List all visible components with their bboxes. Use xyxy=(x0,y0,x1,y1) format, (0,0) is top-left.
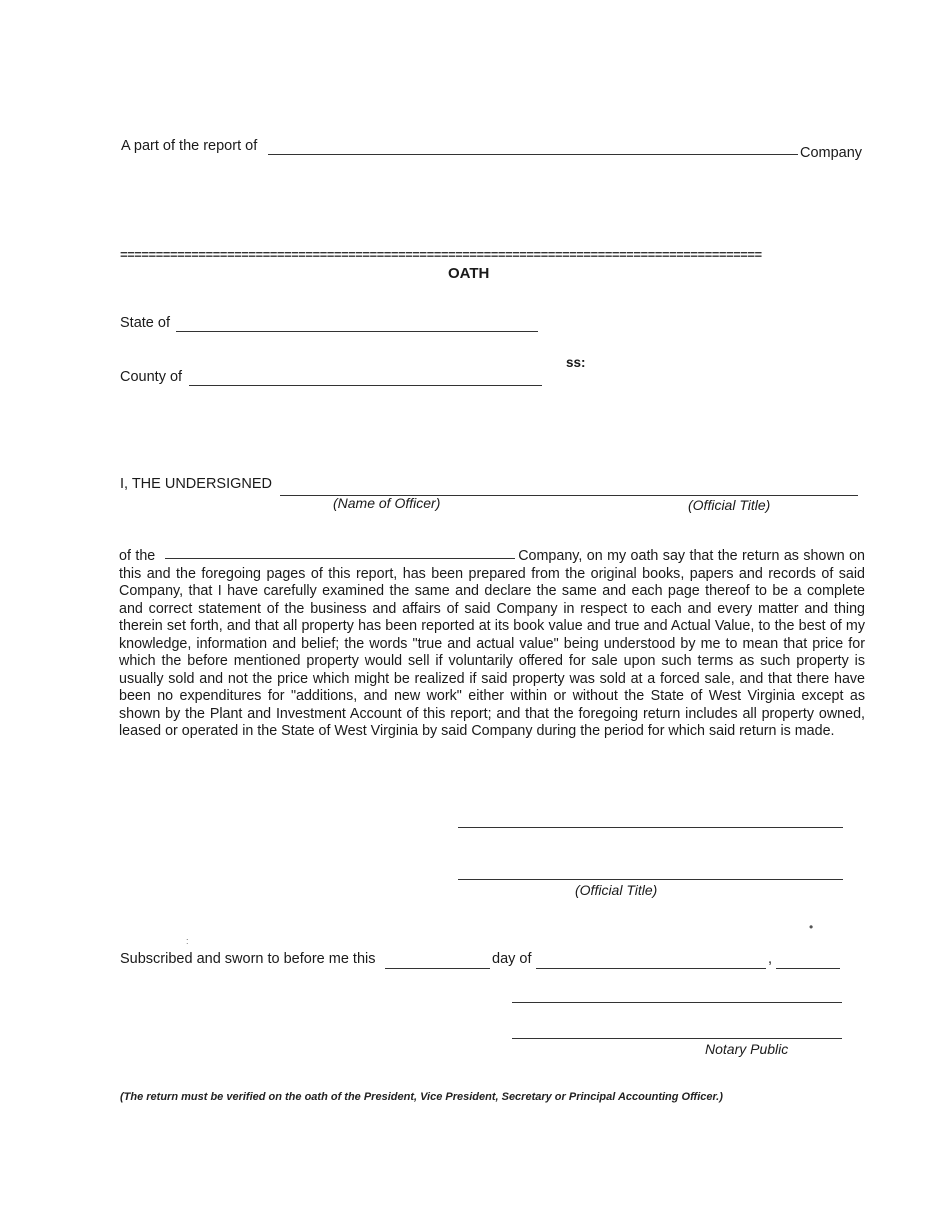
subscribed-sworn-label: Subscribed and sworn to before me this xyxy=(120,951,376,967)
state-blank[interactable] xyxy=(176,331,538,332)
county-blank[interactable] xyxy=(189,385,542,386)
day-of-label: day of xyxy=(492,951,532,967)
date-comma: , xyxy=(768,951,773,967)
oath-body-text: Company, on my oath say that the return as shown on this and the foregoing pages of this report, has been prepared from the original books, papers and records of said Company, that I have carefully examined the same and declare the same and each page thereof to be a complete and correct statement of the business and affairs of said Company in respect to each and every matter and thing therein set forth, and that all property has been reported at its book value and true and Actual Value, to the best of my knowledge, information and belief; the words "true and actual value" being understood by me to mean that price for which the before mentioned property would sell if voluntarily offered for sale upon such terms as such property is usually sold and not the price which might be realized if said property was sold at a forced sale, and that there have been no expenditures for "additions, and new work" either within or without the State of West Virginia except as shown by the Plant and Investment Account of this report; and that the foregoing return includes all property owned, leased or operated in the State of West Virginia by said Company during the period for which said return is made. xyxy=(119,548,865,739)
stray-dot-mark: • xyxy=(809,920,814,934)
verification-footnote: (The return must be verified on the oath of the President, Vice President, Secretary or Principal Accounting Officer.) xyxy=(120,1091,723,1103)
county-label: County of xyxy=(120,369,183,385)
official-title-caption: (Official Title) xyxy=(688,497,771,513)
company-suffix-label: Company xyxy=(800,145,863,161)
month-blank[interactable] xyxy=(536,968,766,969)
oath-title: OATH xyxy=(448,265,490,282)
report-of-label: A part of the report of xyxy=(121,138,258,154)
officer-title-blank[interactable] xyxy=(458,879,843,880)
undersigned-label: I, THE UNDERSIGNED xyxy=(120,476,273,492)
year-blank[interactable] xyxy=(776,968,840,969)
state-label: State of xyxy=(120,315,170,331)
section-separator: ========================================================================================== xyxy=(120,248,762,263)
company-name-blank[interactable] xyxy=(268,154,798,155)
day-blank[interactable] xyxy=(385,968,490,969)
notary-name-blank[interactable] xyxy=(512,1038,842,1039)
oath-paragraph xyxy=(119,548,865,741)
signature-title-caption: (Official Title) xyxy=(575,882,658,898)
notary-public-caption: Notary Public xyxy=(705,1041,789,1057)
of-the-label: of the xyxy=(119,548,156,564)
officer-signature-blank[interactable] xyxy=(458,827,843,828)
stray-tick-mark: : xyxy=(186,936,189,946)
ss-label: ss: xyxy=(566,355,586,370)
of-the-company-blank[interactable] xyxy=(165,558,515,559)
name-of-officer-caption: (Name of Officer) xyxy=(333,495,441,511)
notary-signature-blank[interactable] xyxy=(512,1002,842,1003)
